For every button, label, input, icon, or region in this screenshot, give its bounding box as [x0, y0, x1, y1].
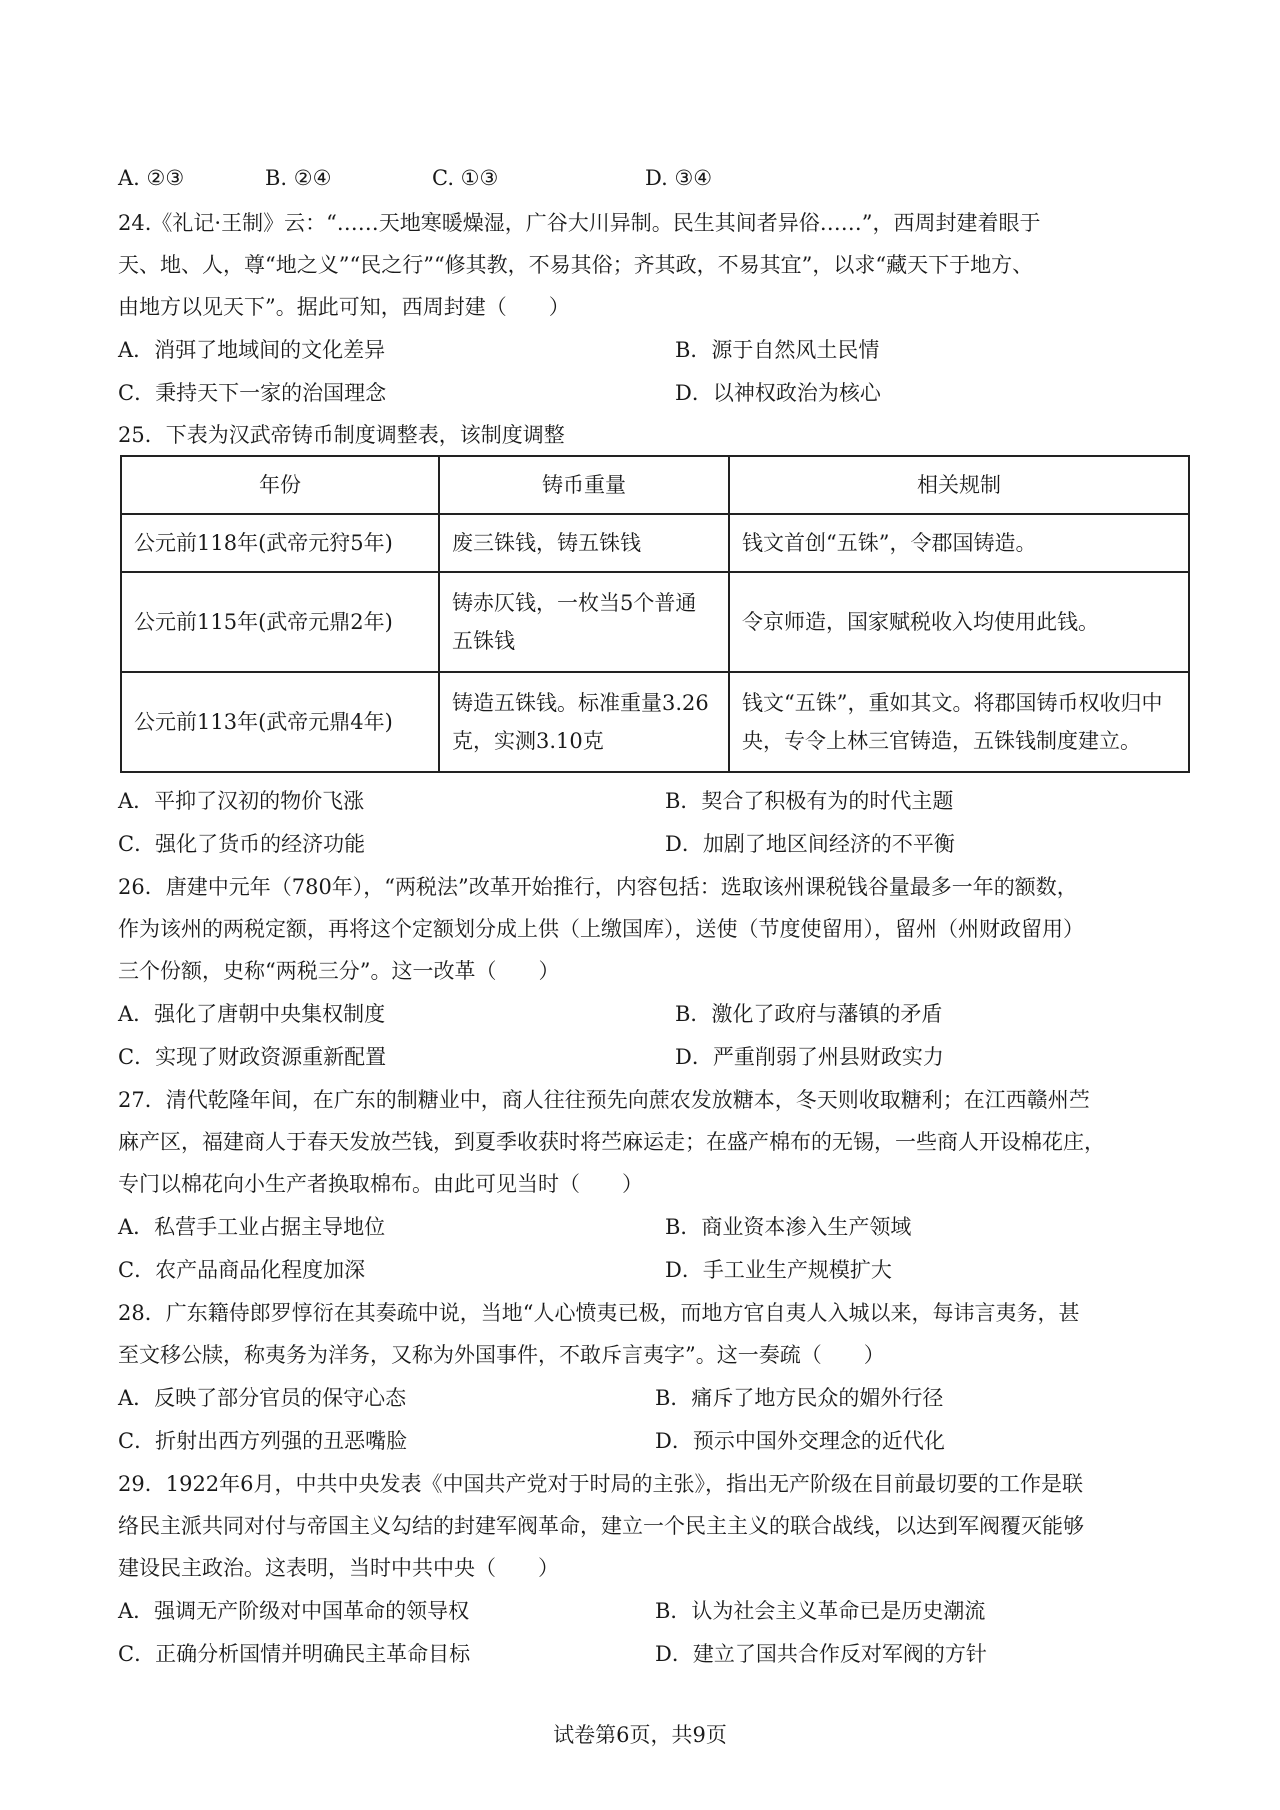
page-footer: 试卷第6页，共9页: [553, 1723, 727, 1747]
q28-stem-line-1: 28．广东籍侍郎罗惇衍在其奏疏中说，当地“人心愤夷已极，而地方官自夷人入城以来，每讳言夷务，甚: [118, 1301, 1080, 1325]
table-cell: 令京师造，国家赋税收入均使用此钱。: [729, 572, 1189, 672]
q27-option-a: A．私营手工业占据主导地位: [118, 1215, 386, 1239]
q26-option-b: B．激化了政府与藩镇的矛盾: [675, 1002, 943, 1026]
q23-option-b: B. ②④: [265, 166, 332, 190]
coin-reform-table: [120, 455, 1190, 773]
table-row: [121, 672, 1189, 772]
table-cell: 钱文“五铢”，重如其文。将郡国铸币权收归中央，专令上林三官铸造，五铢钱制度建立。: [729, 672, 1189, 772]
table-cell: 钱文首创“五铢”，令郡国铸造。: [729, 514, 1189, 572]
table-cell: 铸赤仄钱，一枚当5个普通五铢钱: [439, 572, 729, 672]
q25-option-b: B．契合了积极有为的时代主题: [665, 789, 954, 813]
q26-option-a: A．强化了唐朝中央集权制度: [118, 1002, 386, 1026]
q23-option-c: C. ①③: [432, 166, 499, 190]
table-row: [121, 572, 1189, 672]
q24-stem-line-1: 24.《礼记·王制》云：“……天地寒暖燥湿，广谷大川异制。民生其间者异俗……”，西周封建着眼于: [118, 211, 1041, 235]
q24-stem-line-3: 由地方以见天下”。据此可知，西周封建（ ）: [118, 295, 570, 319]
q27-option-c: C．农产品商品化程度加深: [118, 1258, 366, 1282]
q27-stem-line-2: 麻产区，福建商人于春天发放苎钱，到夏季收获时将苎麻运走；在盛产棉布的无锡，一些商人开设棉花庄，: [118, 1130, 1105, 1154]
q23-option-d: D. ③④: [645, 166, 713, 190]
q29-stem-line-3: 建设民主政治。这表明，当时中共中央（ ）: [118, 1556, 559, 1580]
table-cell: 铸造五铢钱。标准重量3.26克，实测3.10克: [439, 672, 729, 772]
q27-stem-line-3: 专门以棉花向小生产者换取棉布。由此可见当时（ ）: [118, 1172, 643, 1196]
q28-option-b: B．痛斥了地方民众的媚外行径: [655, 1386, 944, 1410]
q24-option-a: A．消弭了地域间的文化差异: [118, 338, 386, 362]
table-header-year: 年份: [121, 456, 439, 514]
q28-option-a: A．反映了部分官员的保守心态: [118, 1386, 407, 1410]
q29-stem-line-2: 络民主派共同对付与帝国主义勾结的封建军阀革命，建立一个民主主义的联合战线，以达到军阀覆灭能够: [118, 1514, 1084, 1538]
q24-option-c: C．秉持天下一家的治国理念: [118, 381, 387, 405]
q29-option-b: B．认为社会主义革命已是历史潮流: [655, 1599, 986, 1623]
q27-option-b: B．商业资本渗入生产领域: [665, 1215, 912, 1239]
q24-option-d: D．以神权政治为核心: [675, 381, 881, 405]
q29-stem-line-1: 29．1922年6月，中共中央发表《中国共产党对于时局的主张》，指出无产阶级在目前最切要的工作是联: [118, 1472, 1084, 1496]
q26-stem-line-3: 三个份额，史称“两税三分”。这一改革（ ）: [118, 959, 560, 983]
q25-stem: 25．下表为汉武帝铸币制度调整表，该制度调整: [118, 423, 565, 447]
q25-option-c: C．强化了货币的经济功能: [118, 832, 366, 856]
table-header-row: [121, 456, 1189, 514]
q26-stem-line-2: 作为该州的两税定额，再将这个定额划分成上供（上缴国库），送使（节度使留用），留州（州财政留用）: [118, 917, 1084, 941]
table-row: [121, 514, 1189, 572]
q26-option-c: C．实现了财政资源重新配置: [118, 1045, 387, 1069]
q28-stem-line-2: 至文移公牍，称夷务为洋务，又称为外国事件，不敢斥言夷字”。这一奏疏（ ）: [118, 1343, 885, 1367]
q29-option-c: C．正确分析国情并明确民主革命目标: [118, 1642, 471, 1666]
q29-option-d: D．建立了国共合作反对军阀的方针: [655, 1642, 987, 1666]
q27-stem-line-1: 27．清代乾隆年间，在广东的制糖业中，商人往往预先向蔗农发放糖本，冬天则收取糖利；在江西赣州苎: [118, 1088, 1090, 1112]
table-cell: 公元前118年(武帝元狩5年): [121, 514, 439, 572]
q24-option-b: B．源于自然风土民情: [675, 338, 880, 362]
table-header-rules: 相关规制: [729, 456, 1189, 514]
q28-option-d: D．预示中国外交理念的近代化: [655, 1429, 945, 1453]
q29-option-a: A．强调无产阶级对中国革命的领导权: [118, 1599, 470, 1623]
table-header-weight: 铸币重量: [439, 456, 729, 514]
q27-option-d: D．手工业生产规模扩大: [665, 1258, 892, 1282]
q26-option-d: D．严重削弱了州县财政实力: [675, 1045, 944, 1069]
table-cell: 公元前115年(武帝元鼎2年): [121, 572, 439, 672]
q23-option-a: A. ②③: [118, 166, 185, 190]
q25-option-a: A．平抑了汉初的物价飞涨: [118, 789, 365, 813]
q26-stem-line-1: 26．唐建中元年（780年），“两税法”改革开始推行，内容包括：选取该州课税钱谷量最多一年的额数，: [118, 875, 1078, 899]
table-cell: 公元前113年(武帝元鼎4年): [121, 672, 439, 772]
q25-option-d: D．加剧了地区间经济的不平衡: [665, 832, 955, 856]
q28-option-c: C．折射出西方列强的丑恶嘴脸: [118, 1429, 408, 1453]
table-cell: 废三铢钱，铸五铢钱: [439, 514, 729, 572]
q24-stem-line-2: 天、地、人，尊“地之义”“民之行”“修其教，不易其俗；齐其政，不易其宜”，以求“藏天下于地方、: [118, 253, 1034, 277]
